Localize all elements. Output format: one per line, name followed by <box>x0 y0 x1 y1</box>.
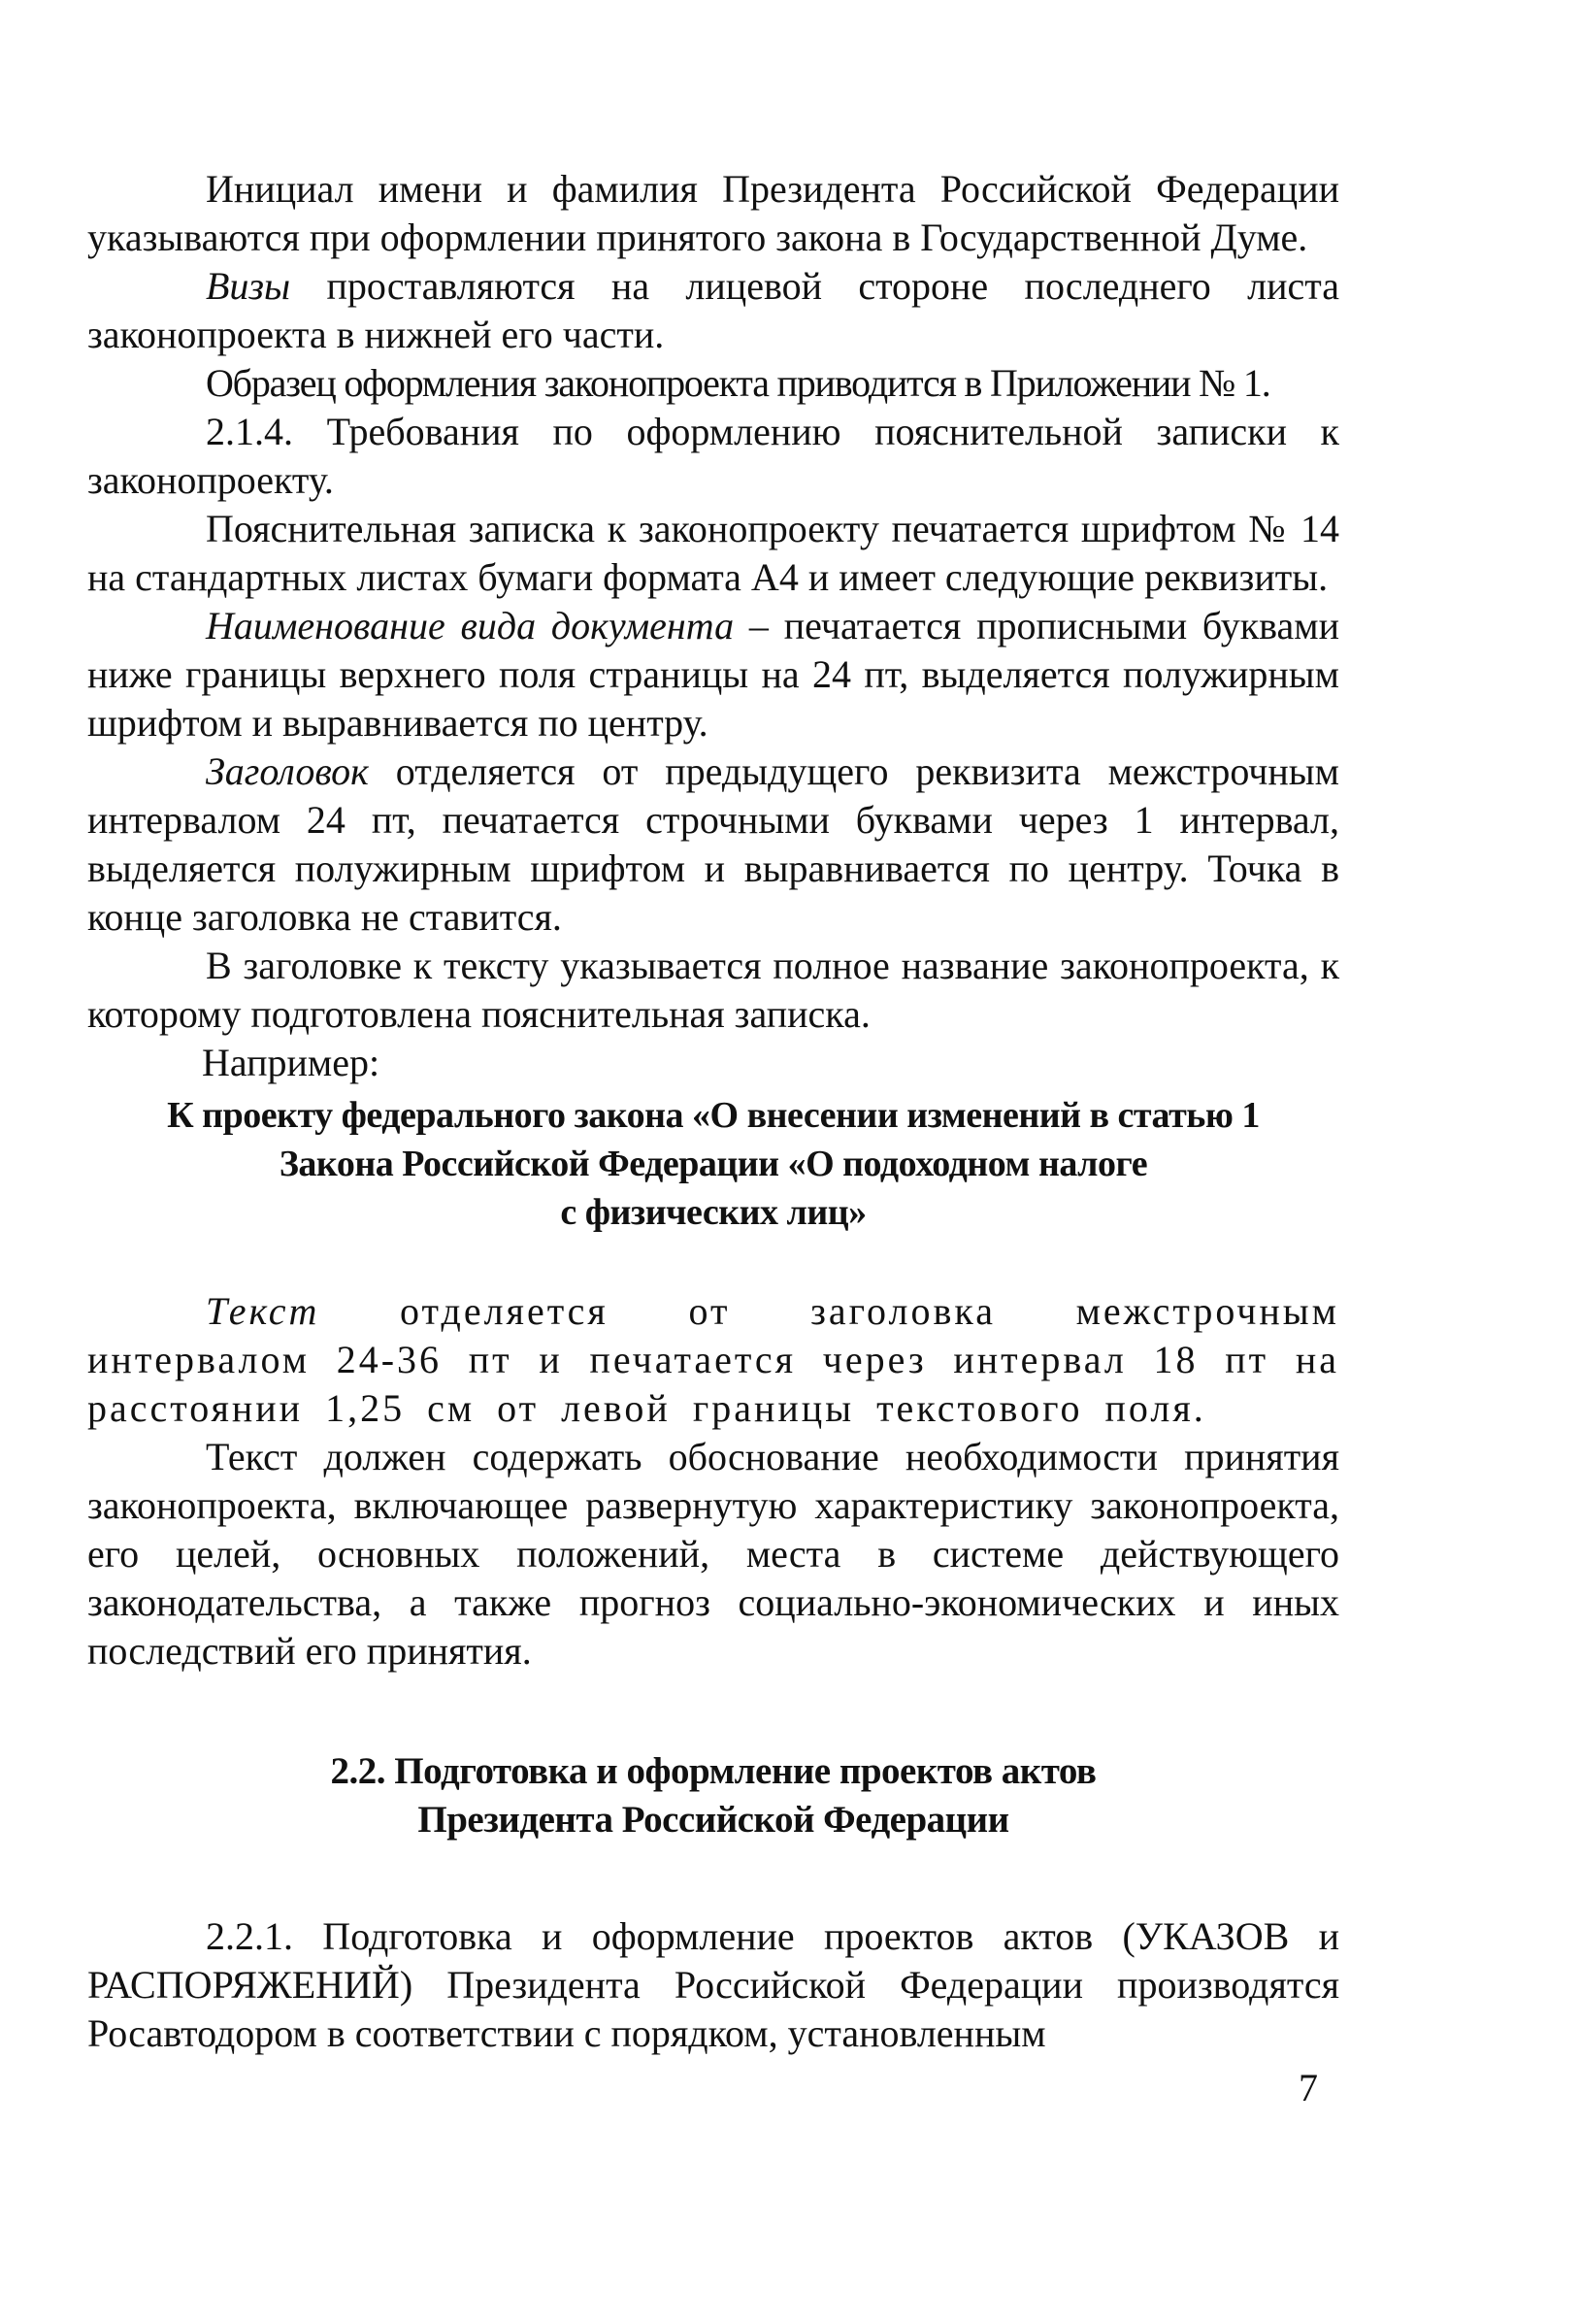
document-page <box>87 165 1339 2058</box>
example-heading-line-2: Закона Российской Федерации «О подоходном налоге <box>279 1144 1148 1184</box>
term-heading: Заголовок <box>206 749 369 793</box>
section-title <box>87 1747 1339 1844</box>
paragraph-section-2-2-1: 2.2.1. Подготовка и оформление проектов актов (УКАЗОВ и РАСПОРЯЖЕНИЙ) Президента Российской Федерации производятся Росавтодором в соответствии с порядком, установленным <box>87 1914 1339 2055</box>
section-title-line-2: Президента Российской Федерации <box>417 1799 1009 1841</box>
paragraph-text-content: Текст должен содержать обоснование необходимости принятия законопроекта, включающее развернутую характеристику законопроекта, его целей, основных положений, места в системе действующего законодательства, а также прогноз социально-экономических и иных последствий его принятия. <box>87 1435 1339 1673</box>
paragraph-visas <box>87 262 1339 359</box>
paragraph-heading-content: В заголовке к тексту указывается полное название законопроекта, к которому подготовлена пояснительная записка. <box>87 944 1339 1036</box>
paragraph-heading-requisite-text: отделяется от предыдущего реквизита межстрочным интервалом 24 пт, печатается строчными буквами через 1 интервал, выделяется полужирным шрифтом и выравнивается по центру. Точка в конце заголовка не ставится. <box>87 749 1339 939</box>
paragraph-text-requisite-text: отделяется от заголовка межстрочным интервалом 24-36 пт и печатается через интервал 18 пт на расстоянии 1,25 см от левой границы текстового поля. <box>87 1289 1339 1430</box>
section-title-line-1: 2.2. Подготовка и оформление проектов актов <box>330 1750 1097 1792</box>
paragraph-text-requisite <box>87 1287 1339 1433</box>
term-visas: Визы <box>206 264 291 308</box>
example-heading-line-1: К проекту федерального закона «О внесении изменений в статью 1 <box>167 1095 1260 1136</box>
paragraph-visas-text: проставляются на лицевой стороне последнего листа законопроекта в нижней его части. <box>87 264 1339 356</box>
paragraph-president-initials: Инициал имени и фамилия Президента Российской Федерации указываются при оформлении принятого закона в Государственной Думе. <box>87 167 1339 259</box>
example-heading <box>87 1091 1339 1237</box>
term-document-type-name: Наименование вида документа <box>206 604 735 647</box>
example-heading-line-3: с физических лиц» <box>560 1192 867 1233</box>
paragraph-for-example: Например: <box>202 1041 380 1084</box>
term-text: Текст <box>206 1289 320 1333</box>
paragraph-heading-requisite <box>87 747 1339 942</box>
paragraph-requirements-heading: 2.1.4. Требования по оформлению пояснительной записки к законопроекту. <box>87 410 1339 502</box>
page-number: 7 <box>1299 2066 1318 2109</box>
paragraph-document-type-name <box>87 602 1339 747</box>
paragraph-sample-reference: Образец оформления законопроекта приводится в Приложении № 1. <box>206 361 1270 405</box>
paragraph-explanatory-note: Пояснительная записка к законопроекту печатается шрифтом № 14 на стандартных листах бумаги формата А4 и имеет следующие реквизиты. <box>87 507 1339 599</box>
paragraph-document-type-name-text: – печатается прописными буквами ниже границы верхнего поля страницы на 24 пт, выделяется полужирным шрифтом и выравнивается по центру. <box>87 604 1339 745</box>
